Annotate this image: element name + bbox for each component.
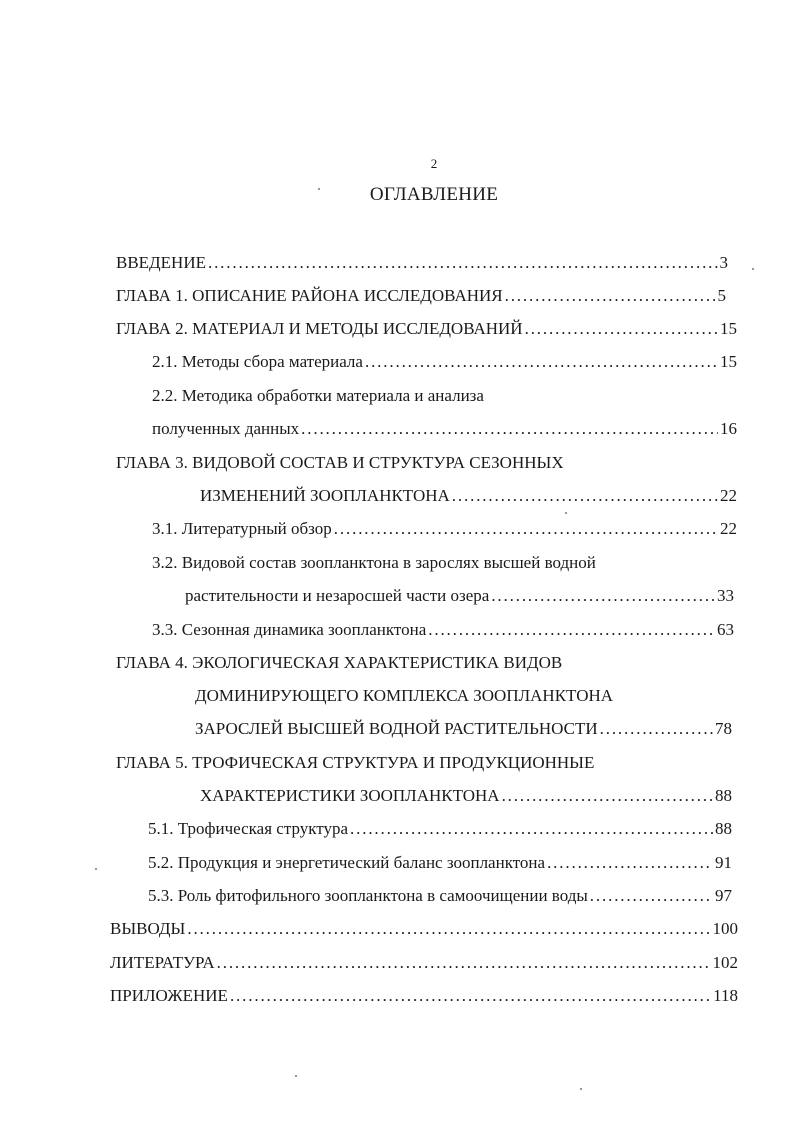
toc-entry-text: 3.2. Видовой состав зоопланктона в зарослях высшей водной — [152, 553, 596, 572]
toc-entry-page: 33 — [717, 586, 734, 605]
toc-entry-text: ЛИТЕРАТУРА — [110, 953, 215, 972]
toc-entry-text: 2.2. Методика обработки материала и анализа — [152, 386, 484, 405]
toc-entry-chapter-4-line2 — [195, 685, 613, 707]
toc-entry-text: ИЗМЕНЕНИЙ ЗООПЛАНКТОНА — [200, 486, 450, 505]
toc-entry-page: 5 — [717, 286, 726, 305]
toc-entry-section-3-2-line1 — [152, 552, 596, 574]
dot-leader — [491, 585, 715, 607]
toc-entry-text: ВЫВОДЫ — [110, 919, 186, 938]
toc-entry-section-2-2-line1 — [152, 385, 484, 407]
toc-entry-page: 88 — [715, 819, 732, 838]
toc-entry-text: полученных данных — [152, 419, 300, 438]
dot-leader — [547, 852, 713, 874]
toc-entry-page: 22 — [720, 519, 737, 538]
dot-leader — [334, 518, 718, 540]
toc-entry-literature — [110, 952, 738, 974]
toc-entry-text: ГЛАВА 5. ТРОФИЧЕСКАЯ СТРУКТУРА И ПРОДУКЦИОННЫЕ — [116, 753, 595, 772]
dot-leader — [525, 318, 718, 340]
toc-entry-page: 102 — [712, 953, 738, 972]
scan-speck — [565, 512, 567, 514]
toc-entry-text: ГЛАВА 4. ЭКОЛОГИЧЕСКАЯ ХАРАКТЕРИСТИКА ВИДОВ — [116, 653, 563, 672]
page-number: 2 — [430, 156, 438, 171]
toc-entry-chapter-1 — [116, 285, 726, 307]
toc-entry-chapter-3-line1 — [116, 452, 564, 474]
toc-entry-text: ГЛАВА 2. МАТЕРИАЛ И МЕТОДЫ ИССЛЕДОВАНИЙ — [116, 319, 523, 338]
toc-entry-chapter-4-line1 — [116, 652, 562, 674]
toc-entry-chapter-4-line3 — [195, 718, 732, 740]
toc-entry-section-3-3 — [152, 619, 734, 641]
scan-speck — [95, 868, 97, 870]
toc-entry-page: 91 — [715, 853, 732, 872]
dot-leader — [187, 918, 710, 940]
scan-speck — [318, 188, 320, 190]
scan-speck — [295, 1075, 297, 1077]
toc-entry-section-3-1 — [152, 518, 737, 540]
toc-entry-section-3-2-line2 — [185, 585, 734, 607]
toc-entry-section-2-1 — [152, 351, 737, 373]
toc-entry-page: 15 — [720, 319, 737, 338]
toc-entry-chapter-3-line2 — [200, 485, 737, 507]
toc-entry-text: ВВЕДЕНИЕ — [116, 253, 206, 272]
toc-entry-page: 97 — [715, 886, 732, 905]
toc-entry-page: 100 — [712, 919, 738, 938]
toc-entry-page: 88 — [715, 786, 732, 805]
toc-entry-section-5-2 — [148, 852, 732, 874]
toc-entry-page: 16 — [720, 419, 737, 438]
toc-entry-text: 5.3. Роль фитофильного зоопланктона в самоочищении воды — [148, 886, 588, 905]
toc-entry-page: 15 — [720, 352, 737, 371]
toc-entry-text: 3.1. Литературный обзор — [152, 519, 332, 538]
toc-entry-text: ПРИЛОЖЕНИЕ — [110, 986, 228, 1005]
toc-entry-section-2-2-line2 — [152, 418, 737, 440]
dot-leader — [600, 718, 713, 740]
toc-entry-text: ГЛАВА 3. ВИДОВОЙ СОСТАВ И СТРУКТУРА СЕЗОННЫХ — [116, 453, 564, 472]
toc-entry-conclusions — [110, 918, 738, 940]
toc-entry-text: ХАРАКТЕРИСТИКИ ЗООПЛАНКТОНА — [200, 786, 500, 805]
dot-leader — [452, 485, 718, 507]
toc-entry-text: растительности и незаросшей части озера — [185, 586, 490, 605]
toc-entry-text: ГЛАВА 1. ОПИСАНИЕ РАЙОНА ИССЛЕДОВАНИЯ — [116, 286, 503, 305]
toc-entry-text: 5.1. Трофическая структура — [148, 819, 349, 838]
dot-leader — [365, 351, 718, 373]
toc-entry-section-5-1 — [148, 818, 732, 840]
toc-entry-section-5-3 — [148, 885, 732, 907]
toc-entry-page: 22 — [720, 486, 737, 505]
toc-title: ОГЛАВЛЕНИЕ — [369, 184, 499, 205]
dot-leader — [502, 785, 713, 807]
toc-entry-appendix — [110, 985, 738, 1007]
dot-leader — [505, 285, 716, 307]
toc-entry-page: 78 — [715, 719, 732, 738]
dot-leader — [301, 418, 718, 440]
toc-entry-text: 2.1. Методы сбора материала — [152, 352, 363, 371]
toc-entry-page: 63 — [717, 620, 734, 639]
dot-leader — [208, 252, 718, 274]
scan-speck — [580, 1088, 582, 1090]
dot-leader — [590, 885, 713, 907]
toc-entry-text: 5.2. Продукция и энергетический баланс зоопланктона — [148, 853, 546, 872]
dot-leader — [230, 985, 711, 1007]
toc-entry-chapter-5-line1 — [116, 752, 594, 774]
toc-entry-page: 118 — [713, 986, 738, 1005]
toc-entry-page: 3 — [719, 253, 728, 272]
dot-leader — [350, 818, 713, 840]
toc-entry-intro — [116, 252, 728, 274]
scan-speck — [752, 268, 754, 270]
toc-entry-chapter-2 — [116, 318, 737, 340]
toc-entry-chapter-5-line2 — [200, 785, 732, 807]
toc-entry-text: ЗАРОСЛЕЙ ВЫСШЕЙ ВОДНОЙ РАСТИТЕЛЬНОСТИ — [195, 719, 598, 738]
dot-leader — [428, 619, 715, 641]
toc-entry-text: ДОМИНИРУЮЩЕГО КОМПЛЕКСА ЗООПЛАНКТОНА — [195, 686, 614, 705]
toc-entry-text: 3.3. Сезонная динамика зоопланктона — [152, 620, 427, 639]
dot-leader — [217, 952, 711, 974]
